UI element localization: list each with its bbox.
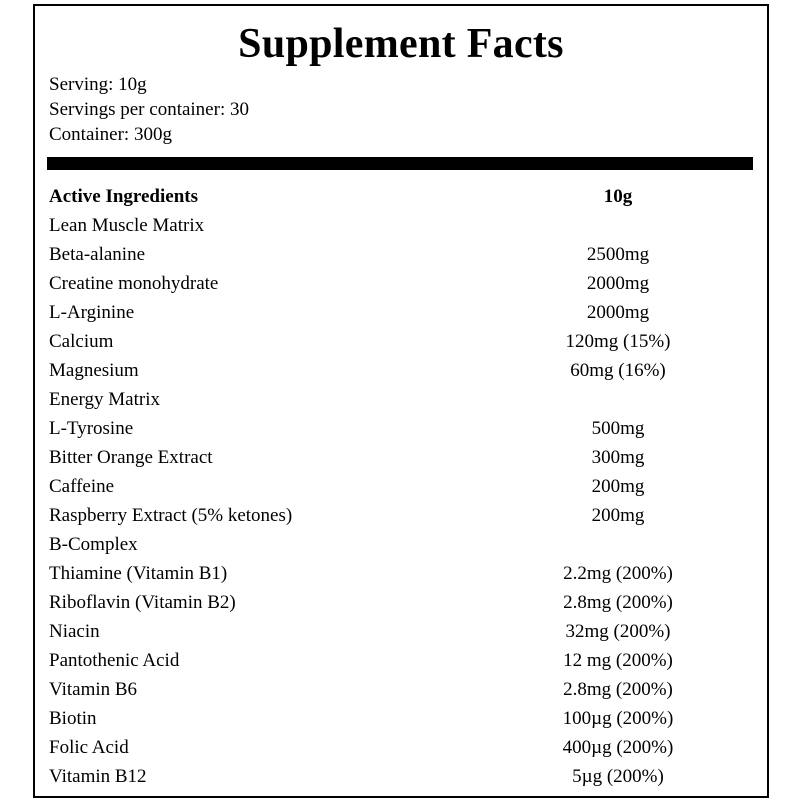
table-row <box>49 443 753 472</box>
table-row <box>49 704 753 733</box>
ingredient-amount: 500mg <box>591 418 645 439</box>
table-row <box>49 385 753 414</box>
serving-size: Serving: 10g <box>49 74 147 95</box>
serving-info <box>49 72 249 147</box>
header-ingredient-label: Active Ingredients <box>49 186 198 207</box>
table-row <box>49 733 753 762</box>
table-row <box>49 675 753 704</box>
table-row <box>49 298 753 327</box>
table-row <box>49 646 753 675</box>
ingredient-amount: 200mg <box>591 476 645 497</box>
ingredient-amount: 200mg <box>591 505 645 526</box>
ingredient-name: Energy Matrix <box>49 389 160 410</box>
ingredient-amount: 2500mg <box>586 244 650 265</box>
ingredient-name: Vitamin B12 <box>49 766 147 787</box>
ingredient-name: B-Complex <box>49 534 138 555</box>
table-row <box>49 588 753 617</box>
servings-per-container: Servings per container: 30 <box>49 99 249 120</box>
ingredient-amount: 2.2mg (200%) <box>563 563 673 584</box>
ingredient-name: L-Tyrosine <box>49 418 134 439</box>
table-row <box>49 617 753 646</box>
ingredient-name: Niacin <box>49 621 100 642</box>
ingredient-amount: 12 mg (200%) <box>563 650 673 671</box>
table-row <box>49 269 753 298</box>
ingredient-amount: 120mg (15%) <box>565 331 671 352</box>
ingredient-name: Lean Muscle Matrix <box>49 215 205 236</box>
ingredient-name: Raspberry Extract (5% ketones) <box>49 505 293 526</box>
header-amount-label: 10g <box>603 186 633 207</box>
table-row <box>49 327 753 356</box>
ingredient-name: L-Arginine <box>49 302 135 323</box>
ingredient-name: Beta-alanine <box>49 244 146 265</box>
ingredient-name: Caffeine <box>49 476 115 497</box>
table-row <box>49 240 753 269</box>
ingredient-amount: 2.8mg (200%) <box>563 679 673 700</box>
container-size: Container: 300g <box>49 124 172 145</box>
ingredient-amount: 100µg (200%) <box>562 708 674 729</box>
ingredient-name: Riboflavin (Vitamin B2) <box>49 592 236 613</box>
ingredient-amount: 2000mg <box>586 273 650 294</box>
ingredient-amount: 2000mg <box>586 302 650 323</box>
table-header <box>49 182 753 211</box>
table-row <box>49 414 753 443</box>
table-row <box>49 472 753 501</box>
ingredient-amount: 32mg (200%) <box>565 621 671 642</box>
ingredient-name: Bitter Orange Extract <box>49 447 213 468</box>
ingredient-name: Biotin <box>49 708 97 729</box>
table-row <box>49 530 753 559</box>
ingredients-table <box>49 182 753 791</box>
ingredient-name: Folic Acid <box>49 737 129 758</box>
ingredient-name: Thiamine (Vitamin B1) <box>49 563 228 584</box>
table-row <box>49 356 753 385</box>
supplement-facts-panel <box>33 4 769 798</box>
table-row <box>49 211 753 240</box>
ingredient-name: Pantothenic Acid <box>49 650 180 671</box>
table-row <box>49 762 753 791</box>
ingredient-amount: 60mg (16%) <box>570 360 666 381</box>
ingredient-name: Vitamin B6 <box>49 679 138 700</box>
ingredient-rows <box>49 211 753 791</box>
table-row <box>49 501 753 530</box>
divider-bar <box>47 157 753 170</box>
ingredient-name: Creatine monohydrate <box>49 273 219 294</box>
ingredient-name: Calcium <box>49 331 114 352</box>
ingredient-amount: 2.8mg (200%) <box>563 592 673 613</box>
ingredient-amount: 5µg (200%) <box>572 766 664 787</box>
ingredient-amount: 400µg (200%) <box>562 737 674 758</box>
page-title: Supplement Facts <box>238 21 564 67</box>
ingredient-name: Magnesium <box>49 360 139 381</box>
table-row <box>49 559 753 588</box>
ingredient-amount: 300mg <box>591 447 645 468</box>
